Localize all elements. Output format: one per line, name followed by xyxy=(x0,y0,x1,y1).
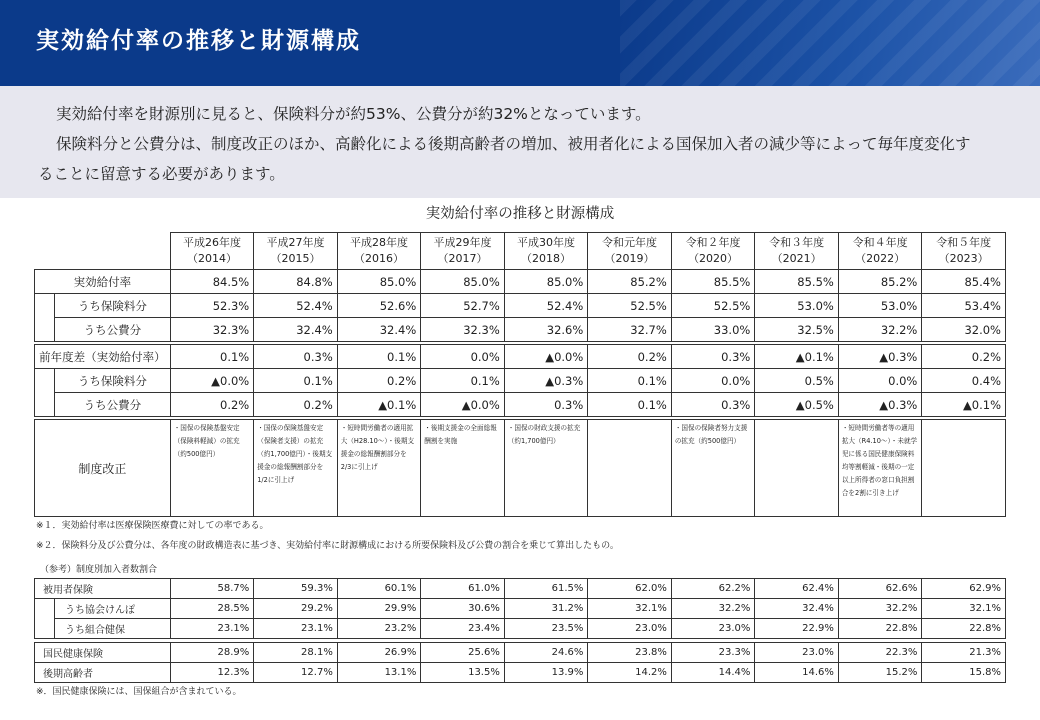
value-cell: 23.8% xyxy=(588,643,672,663)
year-header xyxy=(922,233,1006,270)
value-cell: 52.4% xyxy=(504,294,588,318)
intro-box xyxy=(0,86,1040,198)
year-era: 平成28年度 xyxy=(350,236,408,249)
value-cell: 0.1% xyxy=(170,345,254,369)
value-cell: 13.9% xyxy=(504,663,588,683)
value-cell: 52.5% xyxy=(588,294,672,318)
reform-label: 制度改正 xyxy=(35,420,171,517)
benefit-rate-table xyxy=(34,232,1006,517)
value-cell: 21.3% xyxy=(922,643,1006,663)
year-west: （2019） xyxy=(604,252,655,265)
value-cell: 53.0% xyxy=(755,294,839,318)
year-era: 平成27年度 xyxy=(266,236,325,249)
year-header xyxy=(588,233,672,270)
value-cell: 32.3% xyxy=(421,318,505,342)
value-cell: ▲0.3% xyxy=(838,393,922,417)
year-west: （2014） xyxy=(186,252,237,265)
value-cell: 0.3% xyxy=(671,345,755,369)
value-cell: 52.4% xyxy=(254,294,338,318)
value-cell: 58.7% xyxy=(170,579,254,599)
row-label: 国民健康保険 xyxy=(35,643,171,663)
value-cell: 0.3% xyxy=(504,393,588,417)
value-cell: 12.3% xyxy=(170,663,254,683)
value-cell: 0.3% xyxy=(254,345,338,369)
value-cell: 0.2% xyxy=(170,393,254,417)
reform-note: ・後期支援金の全面総報酬割を実施 xyxy=(421,420,505,517)
value-cell: 0.3% xyxy=(671,393,755,417)
value-cell: 62.9% xyxy=(922,579,1006,599)
indent-cell xyxy=(35,318,55,342)
year-era: 令和３年度 xyxy=(769,236,825,249)
value-cell: 53.4% xyxy=(922,294,1006,318)
table-row xyxy=(35,663,1006,683)
value-cell: 0.2% xyxy=(588,345,672,369)
value-cell: 12.7% xyxy=(254,663,338,683)
value-cell: 28.9% xyxy=(170,643,254,663)
value-cell: 31.2% xyxy=(504,599,588,619)
table-row xyxy=(35,599,1006,619)
year-era: 令和５年度 xyxy=(936,236,992,249)
value-cell: 23.1% xyxy=(254,619,338,639)
value-cell: 23.5% xyxy=(504,619,588,639)
year-header xyxy=(504,233,588,270)
year-west: （2021） xyxy=(771,252,822,265)
value-cell: 85.4% xyxy=(922,270,1006,294)
value-cell: 0.1% xyxy=(254,369,338,393)
value-cell: 0.4% xyxy=(922,369,1006,393)
value-cell: 23.0% xyxy=(588,619,672,639)
value-cell: 84.5% xyxy=(170,270,254,294)
header-blank xyxy=(35,233,171,270)
row-label: うち保険料分 xyxy=(54,369,170,393)
value-cell: ▲0.5% xyxy=(755,393,839,417)
value-cell: 85.5% xyxy=(671,270,755,294)
value-cell: 85.0% xyxy=(504,270,588,294)
value-cell: 85.2% xyxy=(588,270,672,294)
row-label: うち保険料分 xyxy=(54,294,170,318)
value-cell: 0.2% xyxy=(337,369,421,393)
value-cell: 32.2% xyxy=(838,318,922,342)
value-cell: ▲0.1% xyxy=(922,393,1006,417)
year-era: 平成26年度 xyxy=(182,236,241,249)
year-header xyxy=(671,233,755,270)
indent-cell xyxy=(35,619,55,639)
value-cell: 52.3% xyxy=(170,294,254,318)
row-label: 後期高齢者 xyxy=(35,663,171,683)
reform-note xyxy=(755,420,839,517)
reform-note: ・短時間労働者の適用拡大（H28.10～）・後期支援金の総報酬割部分を2/3に引上げ xyxy=(337,420,421,517)
value-cell: 29.2% xyxy=(254,599,338,619)
page-header xyxy=(0,0,1040,86)
value-cell: 33.0% xyxy=(671,318,755,342)
row-label: 実効給付率 xyxy=(35,270,171,294)
year-era: 令和元年度 xyxy=(602,236,658,249)
enrollee-share-table xyxy=(34,578,1006,683)
value-cell: 22.8% xyxy=(922,619,1006,639)
table-row xyxy=(35,270,1006,294)
value-cell: ▲0.0% xyxy=(504,345,588,369)
value-cell: 14.4% xyxy=(671,663,755,683)
reform-note: ・短時間労働者等の適用拡大（R4.10～）・未就学児に係る国民健康保険料均等割軽減・後期の一定以上所得者の窓口負担割合を2割に引き上げ xyxy=(838,420,922,517)
reform-note: ・国保の保険基盤安定（保険者支援）の拡充（約1,700億円）・後期支援金の総報酬割部分を1/2に引上げ xyxy=(254,420,338,517)
year-west: （2023） xyxy=(938,252,989,265)
value-cell: 32.4% xyxy=(337,318,421,342)
value-cell: 52.6% xyxy=(337,294,421,318)
reform-note: ・国保の保険基盤安定（保険料軽減）の拡充（約500億円） xyxy=(170,420,254,517)
value-cell: 0.0% xyxy=(671,369,755,393)
year-header xyxy=(421,233,505,270)
value-cell: 14.2% xyxy=(588,663,672,683)
value-cell: 25.6% xyxy=(421,643,505,663)
year-west: （2017） xyxy=(437,252,488,265)
value-cell: 22.8% xyxy=(838,619,922,639)
row-label: うち公費分 xyxy=(54,393,170,417)
value-cell: 60.1% xyxy=(337,579,421,599)
value-cell: ▲0.0% xyxy=(421,393,505,417)
value-cell: 0.1% xyxy=(588,369,672,393)
row-label: うち公費分 xyxy=(54,318,170,342)
value-cell: 0.0% xyxy=(421,345,505,369)
year-header xyxy=(838,233,922,270)
value-cell: 23.1% xyxy=(170,619,254,639)
value-cell: 15.2% xyxy=(838,663,922,683)
table-row xyxy=(35,294,1006,318)
value-cell: 61.5% xyxy=(504,579,588,599)
value-cell: 28.1% xyxy=(254,643,338,663)
value-cell: 59.3% xyxy=(254,579,338,599)
year-era: 平成29年度 xyxy=(433,236,492,249)
year-west: （2018） xyxy=(521,252,572,265)
value-cell: ▲0.3% xyxy=(838,345,922,369)
table-row xyxy=(35,369,1006,393)
value-cell: 23.4% xyxy=(421,619,505,639)
year-west: （2020） xyxy=(688,252,739,265)
table-row xyxy=(35,345,1006,369)
value-cell: 32.1% xyxy=(588,599,672,619)
value-cell: 0.0% xyxy=(838,369,922,393)
footnote-1: ※１．実効給付率は医療保険医療費に対しての率である。 xyxy=(36,521,269,531)
value-cell: 32.2% xyxy=(838,599,922,619)
year-era: 令和４年度 xyxy=(852,236,908,249)
value-cell: ▲0.1% xyxy=(337,393,421,417)
table-row xyxy=(35,619,1006,639)
value-cell: 0.1% xyxy=(588,393,672,417)
value-cell: 0.2% xyxy=(254,393,338,417)
year-west: （2022） xyxy=(855,252,906,265)
table-row xyxy=(35,318,1006,342)
value-cell: 85.5% xyxy=(755,270,839,294)
value-cell: 23.3% xyxy=(671,643,755,663)
year-header xyxy=(170,233,254,270)
year-west: （2015） xyxy=(270,252,321,265)
value-cell: 23.0% xyxy=(755,643,839,663)
year-era: 令和２年度 xyxy=(685,236,741,249)
reform-note xyxy=(588,420,672,517)
value-cell: 32.6% xyxy=(504,318,588,342)
value-cell: 32.4% xyxy=(755,599,839,619)
value-cell: 0.2% xyxy=(922,345,1006,369)
reference-caption: （参考）制度別加入者数割合 xyxy=(40,565,158,575)
value-cell: ▲0.0% xyxy=(170,369,254,393)
value-cell: 32.4% xyxy=(254,318,338,342)
reform-note: ・国保の財政支援の拡充（約1,700億円） xyxy=(504,420,588,517)
value-cell: 13.5% xyxy=(421,663,505,683)
value-cell: 85.0% xyxy=(421,270,505,294)
value-cell: 29.9% xyxy=(337,599,421,619)
indent-cell xyxy=(35,294,55,318)
year-header xyxy=(755,233,839,270)
value-cell: 14.6% xyxy=(755,663,839,683)
year-header xyxy=(254,233,338,270)
value-cell: 61.0% xyxy=(421,579,505,599)
row-label: うち協会けんぽ xyxy=(54,599,170,619)
value-cell: 32.2% xyxy=(671,599,755,619)
reform-note xyxy=(922,420,1006,517)
reform-note: ・国保の保険者努力支援の拡充（約500億円） xyxy=(671,420,755,517)
value-cell: 85.2% xyxy=(838,270,922,294)
value-cell: 0.5% xyxy=(755,369,839,393)
value-cell: 13.1% xyxy=(337,663,421,683)
value-cell: 32.0% xyxy=(922,318,1006,342)
value-cell: 62.2% xyxy=(671,579,755,599)
row-label: うち組合健保 xyxy=(54,619,170,639)
value-cell: 52.5% xyxy=(671,294,755,318)
value-cell: 30.6% xyxy=(421,599,505,619)
value-cell: 22.9% xyxy=(755,619,839,639)
value-cell: 32.1% xyxy=(922,599,1006,619)
table-row xyxy=(35,643,1006,663)
value-cell: 32.3% xyxy=(170,318,254,342)
intro-paragraph-2: 保険料分と公費分は、制度改正のほか、高齢化による後期高齢者の増加、被用者化による国保加入者の減少等によって毎年度変化することに留意する必要があります。 xyxy=(38,135,971,183)
value-cell: 22.3% xyxy=(838,643,922,663)
footnote-2: ※２．保険料分及び公費分は、各年度の財政構造表に基づき、実効給付率に財源構成における所要保険料及び公費の割合を乗じて算出したもの。 xyxy=(36,541,619,551)
table-row xyxy=(35,579,1006,599)
value-cell: 23.0% xyxy=(671,619,755,639)
value-cell: ▲0.3% xyxy=(504,369,588,393)
indent-cell xyxy=(35,369,55,393)
value-cell: 0.1% xyxy=(421,369,505,393)
value-cell: 32.7% xyxy=(588,318,672,342)
value-cell: 24.6% xyxy=(504,643,588,663)
value-cell: 62.6% xyxy=(838,579,922,599)
page-title: 実効給付率の推移と財源構成 xyxy=(36,28,361,54)
value-cell: 28.5% xyxy=(170,599,254,619)
year-header-row xyxy=(35,233,1006,270)
value-cell: 62.0% xyxy=(588,579,672,599)
value-cell: 23.2% xyxy=(337,619,421,639)
intro-paragraph-1: 実効給付率を財源別に見ると、保険料分が約53%、公費分が約32%となっています。 xyxy=(56,105,651,123)
value-cell: 32.5% xyxy=(755,318,839,342)
value-cell: 15.8% xyxy=(922,663,1006,683)
value-cell: 26.9% xyxy=(337,643,421,663)
year-header xyxy=(337,233,421,270)
reference-footnote: ※．国民健康保険には、国保組合が含まれている。 xyxy=(36,687,242,697)
header-decoration xyxy=(620,0,1040,86)
year-west: （2016） xyxy=(354,252,404,265)
value-cell: 0.1% xyxy=(337,345,421,369)
reform-row xyxy=(35,420,1006,517)
value-cell: 85.0% xyxy=(337,270,421,294)
row-label: 前年度差（実効給付率） xyxy=(35,345,171,369)
indent-cell xyxy=(35,599,55,619)
indent-cell xyxy=(35,393,55,417)
value-cell: 53.0% xyxy=(838,294,922,318)
table-caption: 実効給付率の推移と財源構成 xyxy=(425,206,615,222)
year-era: 平成30年度 xyxy=(517,236,576,249)
value-cell: 62.4% xyxy=(755,579,839,599)
row-label: 被用者保険 xyxy=(35,579,171,599)
value-cell: 52.7% xyxy=(421,294,505,318)
table-row xyxy=(35,393,1006,417)
value-cell: ▲0.1% xyxy=(755,345,839,369)
value-cell: 84.8% xyxy=(254,270,338,294)
